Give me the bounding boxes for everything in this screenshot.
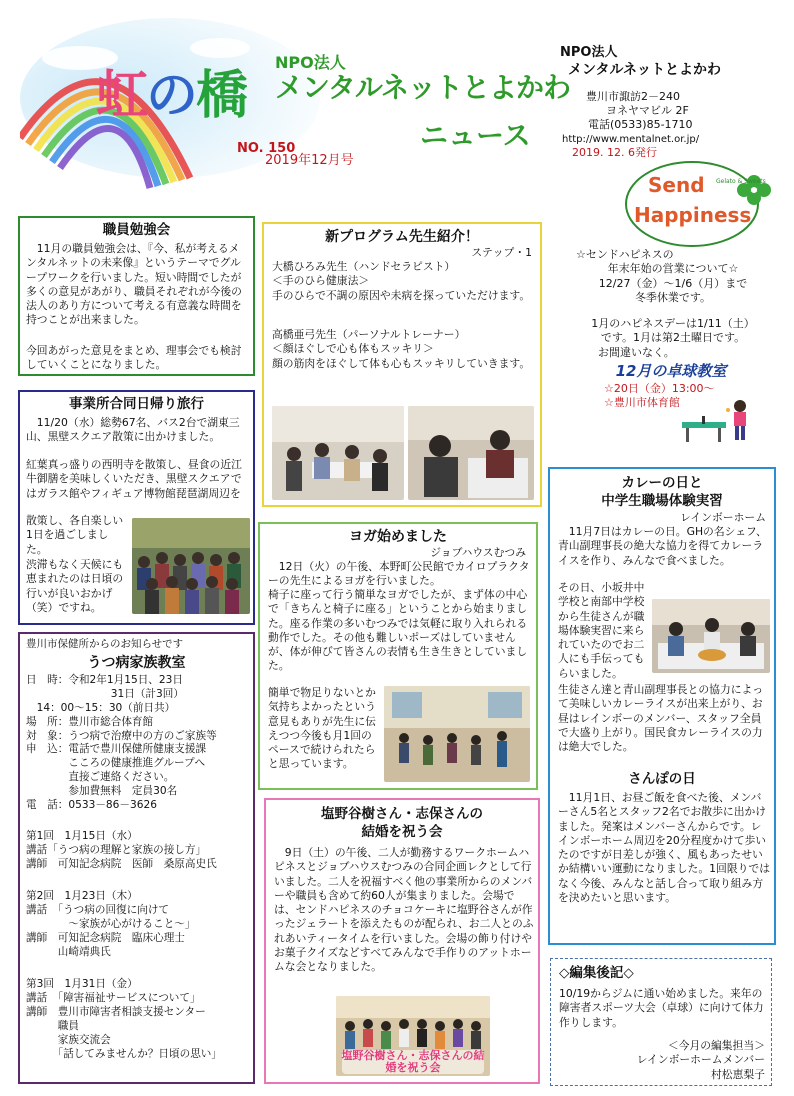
newsletter-title	[96, 62, 246, 131]
notice-line: ☆センドハピネスの	[576, 248, 674, 261]
notice-line: 冬季休業です。	[634, 290, 712, 304]
session-row: 講師 可知記念病院 臨床心理士	[26, 931, 185, 944]
wedding-banner: 塩野谷樹さん・志保さんの結婚を祝う会	[341, 1049, 485, 1075]
article-body: その日、小坂井中学校と南部中学校から生徒さんが職場体験実習に来られていたのでお二人にも手伝ってもらいました。	[558, 581, 645, 680]
teacher-subtitle: ＜顔ほぐしで心も体もスッキリ＞	[272, 342, 434, 356]
hand-therapy-photo	[272, 406, 404, 500]
org-phone: 電話(0533)85-1710	[588, 118, 693, 132]
masthead-npo: NPO法人	[275, 53, 346, 72]
teacher-desc: 顔の筋肉をほぐして体も心もスッキリしていきます。	[272, 356, 531, 370]
masthead-org-name: メンタルネットとよかわ	[275, 71, 571, 105]
published-date: 2019. 12. 6発行	[572, 145, 657, 159]
detail-row: こころの健康推進グループへ	[26, 757, 206, 770]
detail-row: 日 時：令和2年1月15日、23日	[26, 674, 183, 686]
wedding-celebration-article	[264, 798, 540, 1084]
editor-note	[550, 958, 772, 1086]
editor-sign	[637, 1039, 765, 1082]
session-row: 第2回 1月23日（木）	[26, 890, 138, 902]
article-title: 事業所合同日帰り旅行	[69, 396, 204, 412]
editor-body: 10/19からジムに通い始めました。来年の障害者スポーツ大会（卓球）に向けて体力作りします。	[559, 987, 764, 1029]
article-body: 11/20（水）総勢67名、バス2台で湖東三山、黒壁スクエア散策に出かけました。	[26, 416, 240, 444]
article-title: うつ病家族教室	[87, 655, 186, 671]
detail-row: 場 所：豊川市総合体育館	[26, 715, 154, 728]
editor-title: ◇編集後記◇	[559, 965, 634, 981]
class-details	[26, 674, 252, 813]
teacher-name: 高橋亜弓先生（パーソナルトレーナー）	[272, 328, 466, 341]
article-step: ステップ・1	[471, 246, 532, 259]
teacher-1	[272, 260, 534, 303]
article-title: 結婚を祝う会	[361, 824, 443, 840]
article-place: ジョブハウスむつみ	[430, 546, 526, 559]
masthead-org	[275, 52, 570, 103]
detail-row: 申 込：電話で豊川保健所健康支援課	[26, 743, 207, 756]
pingpong-date: ☆20日（金）13:00～	[604, 381, 715, 395]
article-title: ヨガ始めました	[349, 529, 447, 545]
send-happiness-logo	[622, 160, 772, 252]
notice-line: です。1月は第2土曜日です。	[600, 331, 746, 345]
detail-row: 31日（計3回）	[26, 687, 184, 700]
title-char: 虹	[96, 66, 147, 126]
session-row: 講話 「うつ病の回復に向けて	[26, 903, 170, 916]
article-body: 渋滞もなく天候にも恵まれたのは日頃の行いが良いおかげ（笑）ですね。	[26, 558, 124, 614]
session-row: 職員	[26, 1019, 79, 1032]
detail-row: 14：00～15：30（前日共）	[26, 701, 176, 714]
title-char: の	[146, 66, 197, 126]
session-row: 第3回 1月31日（金）	[26, 978, 138, 990]
article-title: 新プログラム先生紹介！	[325, 229, 479, 245]
new-program-article	[262, 222, 542, 507]
teacher-desc: 手のひらで不調の原因や未病を探っていただけます。	[272, 288, 531, 302]
article-body: 9日（土）の午後、二人が勤務するワークホームハピネスとジョブハウスむつみの合同企画レクとして行いました。二人を祝福すべく他の事業所からのメンバーや職員も含めて約60人が集まりました。会場では、センドハピネスのチョコケーキに塩野谷さんが作ったジェラートを添えたものが配られ、お二人とのふれあいティータイムを行いました。会場の飾り付けやお菓子クイズなどすべてみんなで手作りのアットホームな会となりました。	[274, 846, 534, 973]
session-row: 講師 可知記念病院 医師 桑原高史氏	[26, 857, 217, 870]
session-3	[26, 978, 252, 1062]
send-happiness-notice	[568, 248, 778, 360]
curry-day-article	[548, 467, 776, 945]
article-title: カレーの日と	[621, 475, 703, 491]
org-name: メンタルネットとよかわ	[568, 62, 722, 79]
detail-row: 参加費無料 定員30名	[26, 785, 178, 797]
pingpong-place: ☆豊川市体育館	[604, 396, 680, 410]
article-body: 簡単で物足りないとか気持ちよかったという意見もありが先生に伝えつつ今後も月1回のペースで続けられたらと思っています。	[268, 686, 376, 771]
session-row: 家族交流会	[26, 1033, 111, 1046]
yoga-article	[258, 522, 538, 790]
session-row: 講話 「障害福祉サービスについて」	[26, 991, 201, 1004]
logo-badge: Gelato & Sweets	[716, 178, 766, 185]
logo-send: Send	[648, 173, 705, 197]
pingpong-title: 12月の卓球教室	[615, 362, 727, 380]
editor-sign-line: レインボーホームメンバー	[636, 1053, 765, 1067]
face-massage-photo	[408, 406, 534, 500]
detail-row: 対 象：うつ病で治療中の方のご家族等	[26, 729, 217, 742]
title-char: 橋	[196, 66, 247, 126]
masthead-news: ニュース	[420, 119, 531, 152]
article-title: さんぽの日	[628, 771, 696, 787]
teacher-2	[272, 328, 534, 371]
notice-line: お間違いなく。	[598, 345, 675, 359]
logo-happiness: Happiness	[634, 203, 752, 227]
detail-row: 直接ご連絡ください。	[26, 771, 175, 784]
group-photo	[132, 518, 250, 614]
article-body: 今回あがった意見をまとめ、理事会でも検討していくことになりました。	[26, 344, 242, 372]
day-trip-article	[18, 390, 255, 625]
article-title: 中学生職場体験実習	[601, 493, 723, 509]
session-1	[26, 830, 252, 872]
session-row: 山崎靖典氏	[26, 945, 111, 958]
article-title: 職員勉強会	[102, 222, 171, 238]
article-body: 11月1日、お昼ご飯を食べた後、メンバーさん5名とスタッフ2名でお散歩に出かけました。発案はメンバーさんからです。レインボーホーム周辺を20分程度かけて歩いたのですが日差しが強く、風もあったせいか結構いい運動になりました。1回限りではなく今後、みんなと話し合って取り組み方を決めたいと思います。	[558, 791, 771, 904]
issue-number: NO. 150	[237, 141, 296, 156]
session-row: 講師 豊川市障害者相談支援センター	[26, 1005, 206, 1018]
session-row: 講話「うつ病の理解と家族の接し方」	[26, 843, 207, 856]
yoga-photo	[384, 686, 530, 782]
article-body: 椅子に座って行う簡単なヨガでしたが、まず体の中心で「きちんと椅子に座る」ということから始まりました。座る作業の多いむつみでは気軽に取り入れられる動作でした。その他も難しいポーズはしていませんが、体が伸びて皆さんの表情も生き生きとしていました。	[268, 588, 528, 673]
session-2	[26, 890, 252, 960]
editor-sign-line: ＜今月の編集担当＞	[667, 1039, 765, 1052]
article-body: 11月7日はカレーの日。GHの名シェフ、青山副理事長の絶大な協力を得てカレーライスを作り、みんなで食べました。	[558, 525, 767, 567]
article-place: レインボーホーム	[680, 511, 766, 524]
depression-family-class-notice	[18, 632, 255, 1084]
session-row: ～家族が心がけること～」	[26, 917, 196, 930]
detail-row: 電 話：0533－86－3626	[26, 798, 157, 811]
session-row: 「話してみませんか？日頃の思い」	[26, 1047, 222, 1060]
editor-sign-line: 村松恵梨子	[711, 1067, 765, 1081]
study-session-article	[18, 216, 255, 376]
pingpong-illustration	[680, 396, 760, 446]
article-body: 12日（火）の午後、本野町公民館でカイロプラクターの先生によるヨガを行いました。	[268, 560, 530, 588]
org-info	[560, 44, 760, 160]
teacher-subtitle: ＜手のひら健康法＞	[272, 274, 370, 288]
org-address: 豊川市諏訪2－240	[586, 89, 680, 103]
article-body: 散策し、各自楽しい1日を過ごしました。	[26, 514, 124, 556]
issue-date: 2019年12月号	[265, 153, 354, 168]
notice-source: 豊川市保健所からのお知らせです	[26, 638, 184, 650]
article-body: 生徒さん達と青山副理事長との協力によって美味しいカレーライスが出来上がり、お昼はレインボーのメンバー、スタッフ全員で大盛り上がり。国民食カレーライスの力は絶大でした。	[558, 683, 764, 753]
notice-line: 12/27（金）～1/6（月）まで	[598, 276, 748, 290]
org-url[interactable]: http://www.mentalnet.or.jp/	[562, 133, 700, 145]
wedding-party-photo	[336, 996, 490, 1076]
notice-line: 1月のハピネスデーは1/11（土）	[591, 317, 755, 331]
org-building: ヨネヤマビル 2F	[606, 103, 689, 117]
teacher-name: 大橋ひろみ先生（ハンドセラピスト）	[272, 260, 456, 273]
article-title: 塩野谷樹さん・志保さんの	[321, 806, 483, 822]
notice-line: 年末年始の営業について☆	[607, 262, 739, 276]
cooking-photo	[652, 599, 770, 673]
article-body: 紅葉真っ盛りの西明寺を散策し、昼食の近江牛御膳を美味しくいただき、黒壁スクエアではガラス館やフィギュア博物館琵琶湖周辺を	[26, 458, 242, 500]
org-type: NPO法人	[560, 45, 618, 60]
article-body: 11月の職員勉強会は、『今、私が考えるメンタルネットの未来像』というテーマでグループワークを行いました。短い時間でしたが多くの意見があがり、職員それぞれが今後の法人のあり方について考える有意義な時間を持つことが出来ました。	[26, 242, 242, 327]
session-row: 第1回 1月15日（水）	[26, 830, 138, 842]
